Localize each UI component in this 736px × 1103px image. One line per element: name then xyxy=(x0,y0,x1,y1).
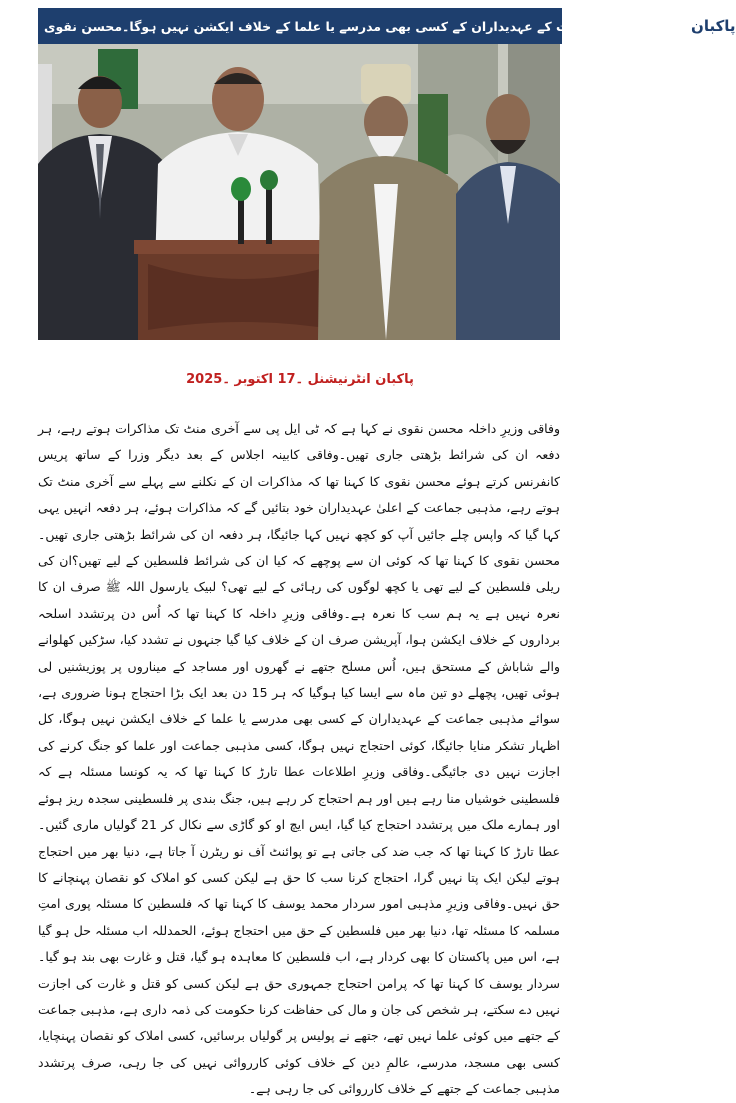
headline: سوائے مذہبی جماعت کے عہدیداران کے کسی بھی مدرسے یا علما کے خلاف ایکشن نہیں ہوگا۔محسن نقوی xyxy=(44,18,686,34)
brand-name: پاکبان xyxy=(691,17,736,35)
article-paragraph: وفاقی وزیرِ داخلہ محسن نقوی نے کہا ہے کہ ٹی ایل پی سے آخری منٹ تک مذاکرات ہوتے رہے، ہر دفعہ ان کی شرائط بڑھتی جاری تھیں۔وفاقی کابینہ اجلاس کے بعد دیگر وزرا کے ساتھ پریس کانفرنس کرتے ہوئے محسن نقوی کا کہنا تھا کہ مذاکرات ان کے نکلنے سے پہلے سے آخری منٹ تک ہوتے رہے، مذہبی جماعت کے اعلیٰ عہدیداران خود بتائیں گے کہ مذاکرات ہوئے، ہر دفعہ انہیں یہی کہا گیا کہ واپس چلے جائیں آپ کو کچھ نہیں کہا جائیگا، ہر دفعہ ان کی شرائط بڑھتی جاری تھیں۔محسن نقوی کا کہنا تھا کہ کوئی ان سے پوچھے کہ کیا ان کی شرائط فلسطین کے لیے تھیں؟ان کی ریلی فلسطین کے لیے تھی یا کچھ لوگوں کی رہائی کے لیے تھی؟ لبیک یارسول اللہ ﷺ صرف ان کا نعرہ نہیں ہے یہ ہم سب کا نعرہ ہے۔وفاقی وزیرِ داخلہ کا کہنا تھا کہ اُس دن پرتشدد اسلحہ برداروں کے خلاف ایکشن ہوا، آپریشن صرف ان کے خلاف کیا گیا جنہوں نے تشدد کیا، سڑکیں کھلوانے والے شاباش کے مستحق ہیں، اُس مسلح جتھے نے گھروں اور مساجد کے میناروں پر پوزیشنیں لی ہوئی تھیں، پچھلے دو تین ماہ سے ایسا کیا ہوگیا کہ ہر 15 دن بعد ایک بڑا احتجاج ہونا ضروری ہے، سوائے مذہبی جماعت کے عہدیداران کے کسی بھی مدرسے یا علما کے خلاف ایکشن نہیں ہوگا، کل اظہار تشکر منایا جائیگا، کوئی احتجاج نہیں ہوگا، کسی مذہبی جماعت اور علما کو جنگ کرنے کی اجازت نہیں دی جائیگی۔وفاقی وزیرِ اطلاعات عطا تارڑ کا کہنا تھا کہ یہ کونسا مسئلہ ہے کہ فلسطینی خوشیاں منا رہے ہیں اور ہم احتجاج کر رہے ہیں، جنگ بندی پر فلسطینی سجدہ ریز ہوئے اور ہمارے ملک میں پرتشدد احتجاج کیا گیا، ایس ایچ او کو گاڑی سے نکال کر 21 گولیاں ماری گئیں۔عطا تارڑ کا کہنا تھا کہ جب ضد کی جاتی ہے تو پوائنٹ آف نو ریٹرن آ جاتا ہے، دنیا بھر میں احتجاج ہوتے لیکن ایک پتا نہیں گرا، احتجاج کرنا سب کا حق ہے لیکن کسی کو املاک کو نقصان پہنچانے کا حق نہیں۔وفاقی وزیرِ مذہبی امور سردار محمد یوسف کا کہنا تھا کہ فلسطین کا مسئلہ پوری امتِ مسلمہ کا مسئلہ تھا، دنیا بھر میں فلسطین کے حق میں احتجاج ہوئے، الحمدللہ اب مسئلہ حل ہو گیا ہے، اس میں پاکستان کا بھی کردار ہے، اب فلسطین کا معاہدہ ہو گیا، قتل و غارت بھی بند ہو گیا۔سردار یوسف کا کہنا تھا کہ پرامن احتجاج جمہوری حق ہے لیکن کسی کو قتل و غارت کی اجازت نہیں دے سکتے، ہر شخص کی جان و مال کی حفاظت کرنا حکومت کی ذمہ داری ہے، مذہبی جماعت کے جتھے میں کوئی علما نہیں تھے، جتھے نے پولیس پر گولیاں برسائیں، کسی املاک کو نقصان پہنچایا، کسی بھی مسجد، مدرسے، عالمِ دین کے خلاف کوئی کارروائی نہیں کی جا رہی، صرف پرتشدد مذہبی جماعت کے جتھے کے خلاف کارروائی کی جا رہی ہے۔ xyxy=(38,421,560,1097)
article-body xyxy=(38,416,560,1103)
press-conference-photo xyxy=(38,44,560,340)
brand-logo xyxy=(691,12,736,40)
dateline: پاکبان انٹرنیشنل ۔17 اکتوبر ۔2025 xyxy=(186,372,414,387)
header-banner xyxy=(38,8,736,44)
photo-illustration xyxy=(38,44,560,340)
